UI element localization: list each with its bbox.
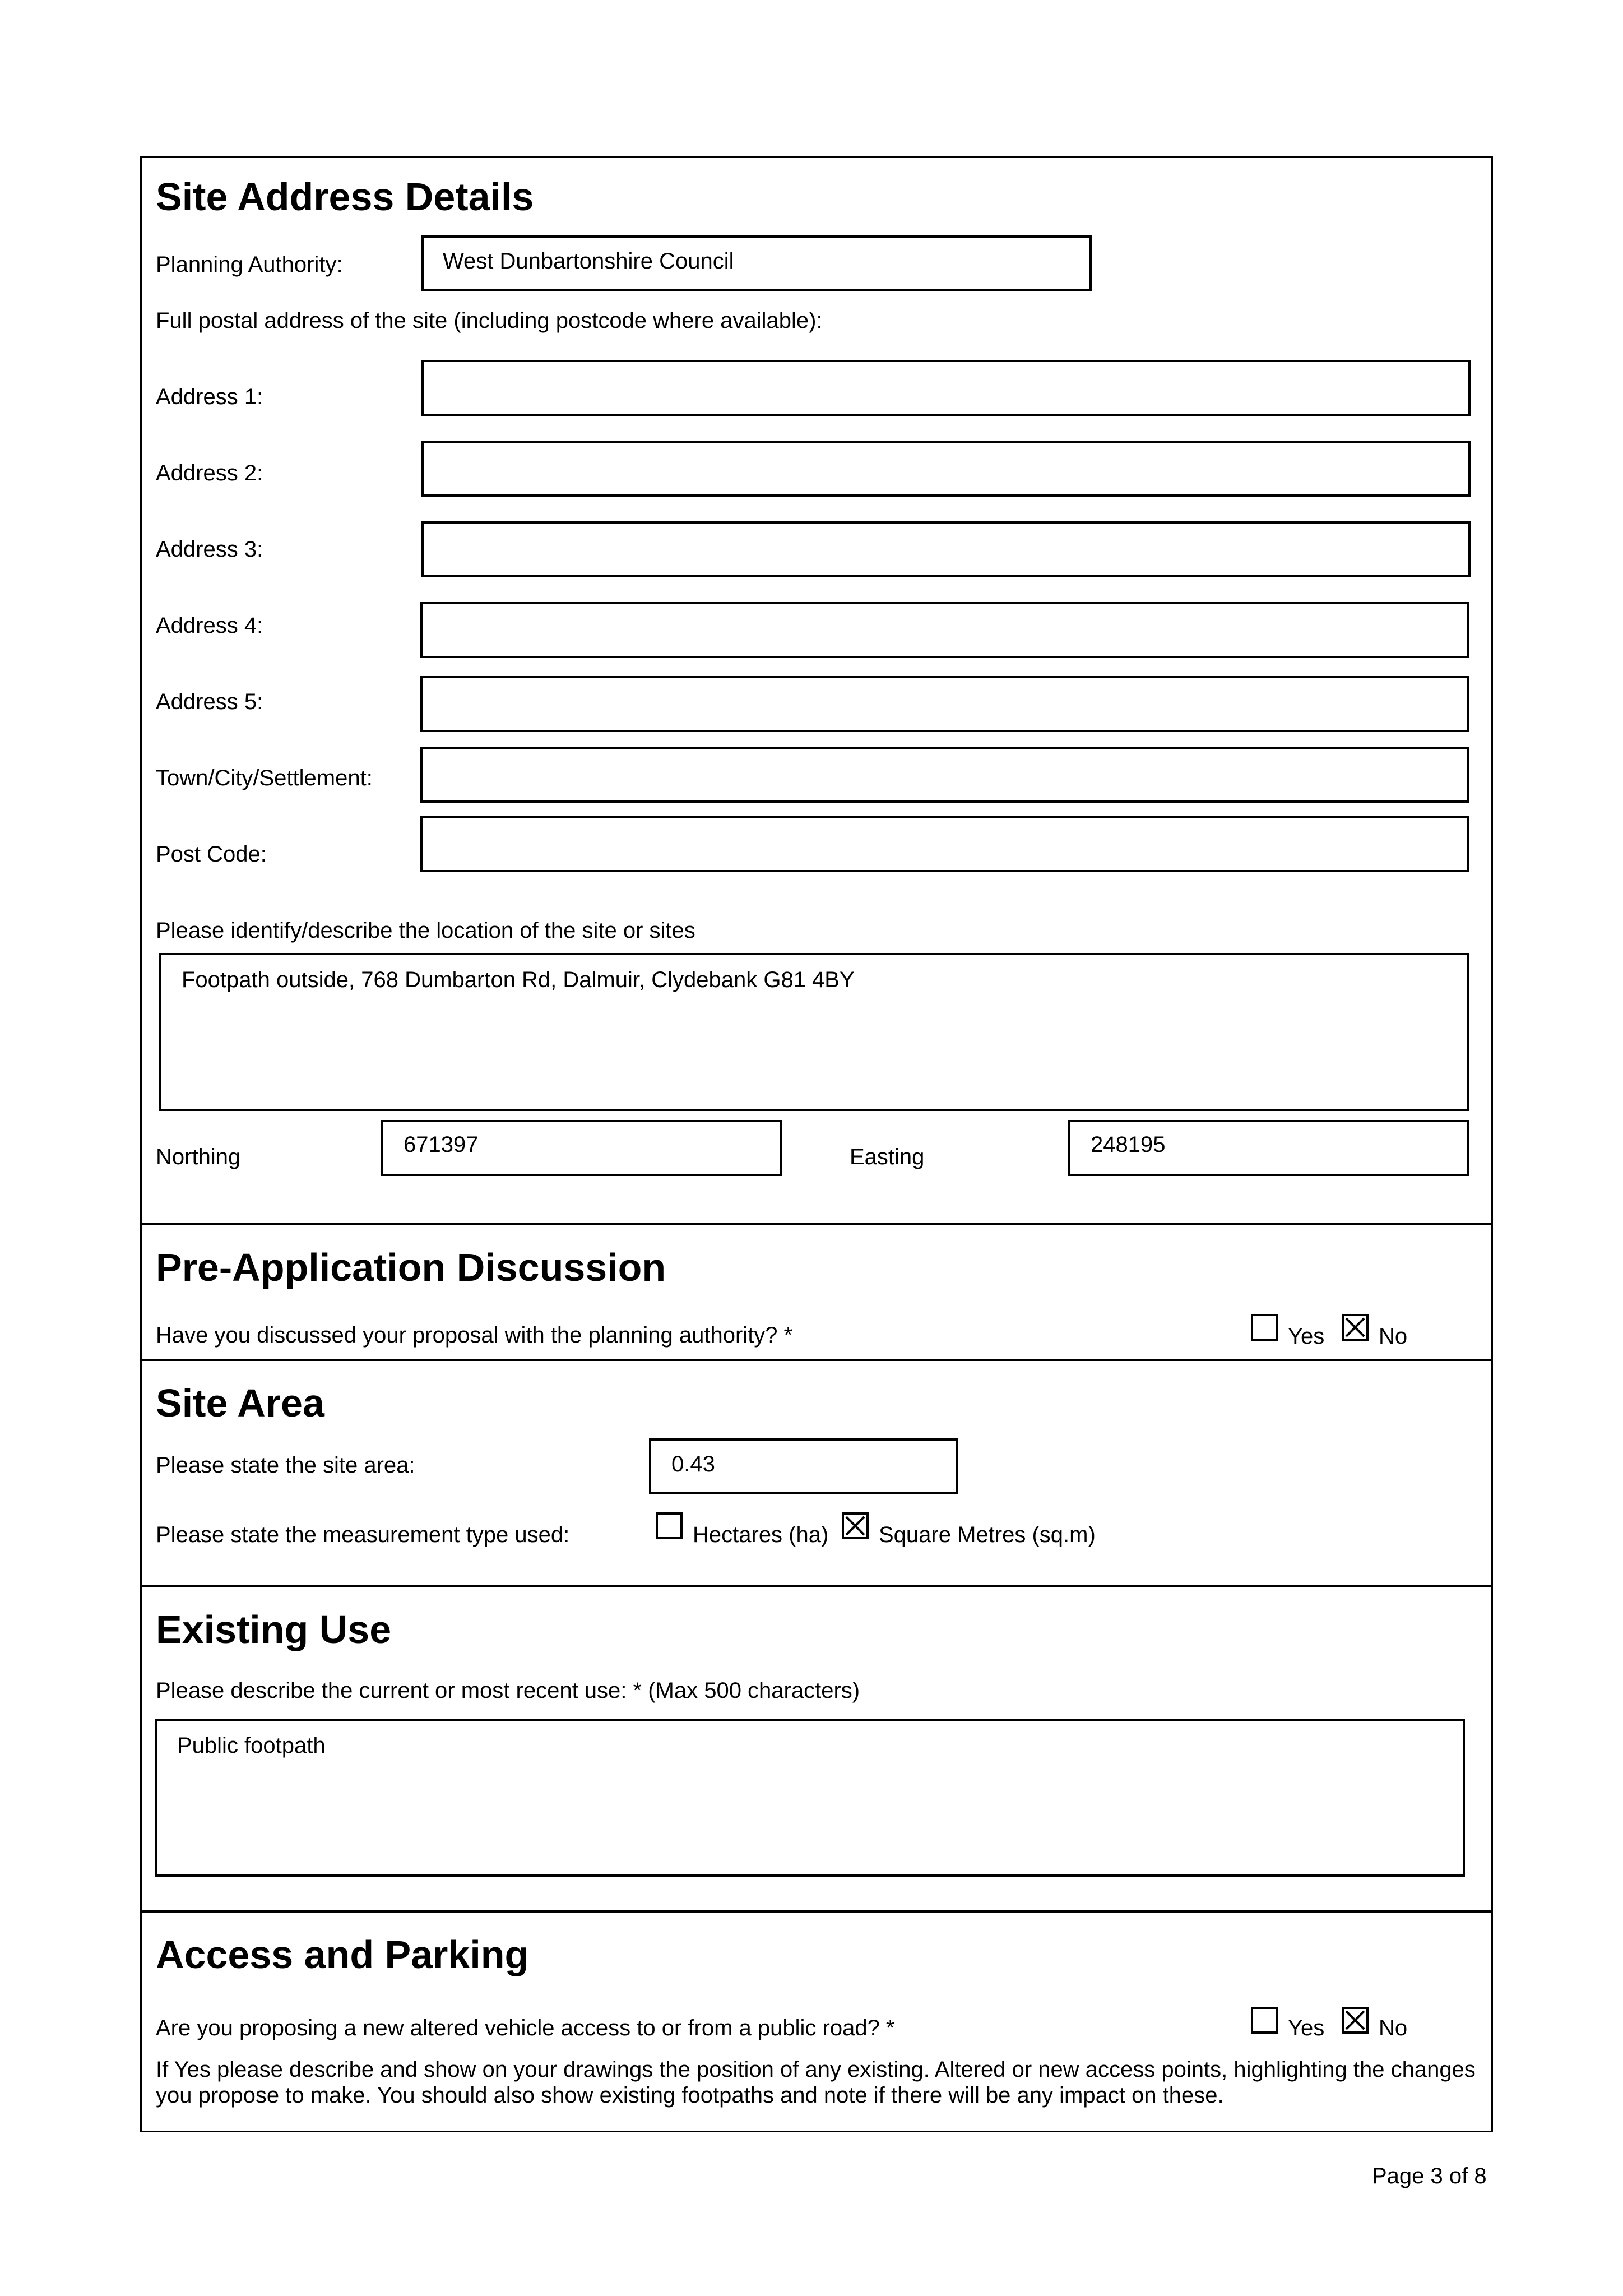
access-note-line1: If Yes please describe and show on your drawings the position of any existing. Altered or new access points, highlighting the changes	[156, 2057, 1476, 2082]
square-metres-checkbox[interactable]	[842, 1512, 869, 1539]
address3-label: Address 3:	[156, 537, 263, 562]
address5-field[interactable]	[420, 676, 1469, 732]
hectares-checkbox[interactable]	[656, 1512, 683, 1539]
town-field[interactable]	[420, 747, 1469, 803]
address2-label: Address 2:	[156, 461, 263, 485]
page-number: Page 3 of 8	[1372, 2164, 1487, 2188]
postcode-field[interactable]	[420, 816, 1469, 872]
address2-field[interactable]	[421, 441, 1471, 497]
x-mark-icon	[1344, 2009, 1366, 2031]
pre-application-yes-label: Yes	[1288, 1324, 1325, 1349]
location-label: Please identify/describe the location of the site or sites	[156, 918, 695, 943]
existing-use-textarea[interactable]	[155, 1719, 1465, 1877]
pre-application-no-label: No	[1379, 1324, 1408, 1349]
x-mark-icon	[1344, 1316, 1366, 1339]
postcode-label: Post Code:	[156, 842, 267, 867]
section-divider	[140, 1910, 1493, 1913]
northing-value: 671397	[404, 1132, 479, 1157]
site-address-heading: Site Address Details	[156, 175, 534, 219]
location-value: Footpath outside, 768 Dumbarton Rd, Dalmuir, Clydebank G81 4BY	[182, 968, 855, 992]
address4-field[interactable]	[420, 602, 1469, 658]
easting-field[interactable]	[1068, 1120, 1469, 1176]
postal-address-note: Full postal address of the site (including postcode where available):	[156, 308, 823, 333]
address3-field[interactable]	[421, 521, 1471, 577]
access-parking-heading: Access and Parking	[156, 1933, 529, 1976]
access-no-label: No	[1379, 2016, 1408, 2040]
section-divider	[140, 1223, 1493, 1225]
address4-label: Address 4:	[156, 613, 263, 638]
access-note-line2: you propose to make. You should also show existing footpaths and note if there will be any impact on these.	[156, 2083, 1224, 2108]
site-area-heading: Site Area	[156, 1381, 324, 1425]
x-mark-icon	[844, 1515, 866, 1537]
existing-use-value: Public footpath	[177, 1733, 326, 1758]
planning-authority-field[interactable]	[421, 235, 1092, 291]
measurement-type-label: Please state the measurement type used:	[156, 1522, 570, 1547]
section-divider	[140, 1585, 1493, 1587]
easting-label: Easting	[850, 1145, 925, 1169]
pre-application-yes-checkbox[interactable]	[1251, 1314, 1278, 1341]
location-textarea[interactable]	[159, 953, 1469, 1111]
address5-label: Address 5:	[156, 689, 263, 714]
existing-use-heading: Existing Use	[156, 1608, 392, 1651]
planning-authority-label: Planning Authority:	[156, 252, 343, 277]
northing-label: Northing	[156, 1145, 241, 1169]
planning-authority-value: West Dunbartonshire Council	[443, 249, 734, 274]
access-question: Are you proposing a new altered vehicle access to or from a public road? *	[156, 2016, 895, 2040]
pre-application-heading: Pre-Application Discussion	[156, 1246, 666, 1289]
address1-field[interactable]	[421, 360, 1471, 416]
site-area-label: Please state the site area:	[156, 1453, 415, 1478]
northing-field[interactable]	[381, 1120, 782, 1176]
site-area-field[interactable]	[649, 1438, 958, 1494]
town-label: Town/City/Settlement:	[156, 766, 373, 790]
access-yes-checkbox[interactable]	[1251, 2007, 1278, 2034]
existing-use-question: Please describe the current or most recent use: * (Max 500 characters)	[156, 1678, 860, 1703]
pre-application-question: Have you discussed your proposal with the planning authority? *	[156, 1323, 793, 1348]
access-no-checkbox[interactable]	[1342, 2007, 1369, 2034]
square-metres-label: Square Metres (sq.m)	[879, 1522, 1096, 1547]
address1-label: Address 1:	[156, 385, 263, 409]
section-divider	[140, 1359, 1493, 1361]
hectares-label: Hectares (ha)	[693, 1522, 829, 1547]
site-area-value: 0.43	[671, 1452, 715, 1476]
pre-application-no-checkbox[interactable]	[1342, 1314, 1369, 1341]
access-yes-label: Yes	[1288, 2016, 1325, 2040]
easting-value: 248195	[1091, 1132, 1166, 1157]
